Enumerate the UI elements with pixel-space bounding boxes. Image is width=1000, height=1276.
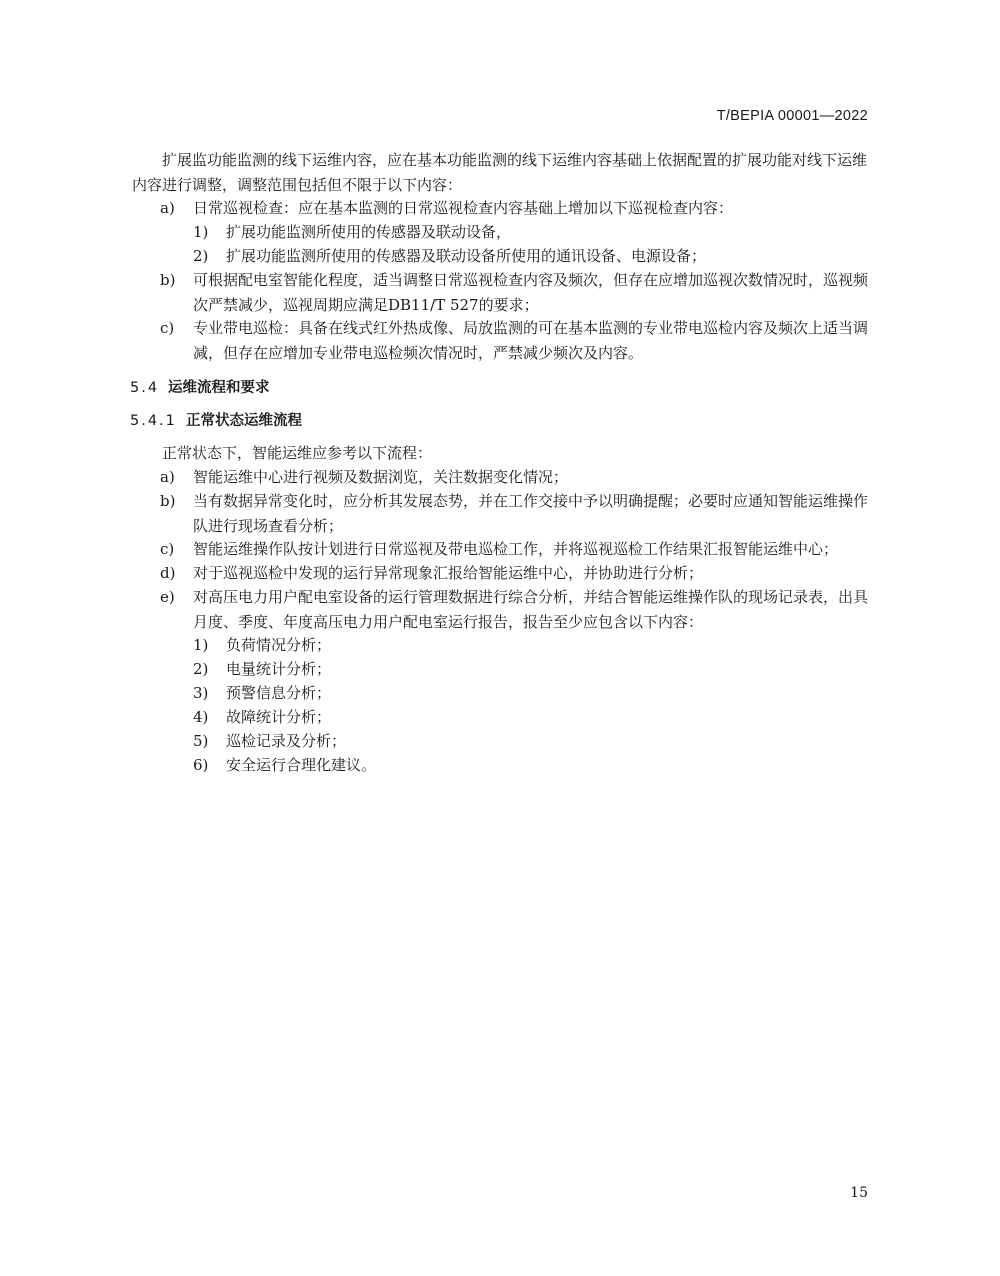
intro-paragraph: 扩展监功能监测的线下运维内容，应在基本功能监测的线下运维内容基础上依据配置的扩展功能对线下运维内容进行调整，调整范围包括但不限于以下内容： [132, 151, 868, 194]
section-heading-5-4 [130, 376, 270, 397]
list-item-text: 对于巡视巡检中发现的运行异常现象汇报给智能运维中心，并协助进行分析； [193, 564, 704, 582]
list-item-text: 日常巡视检查：应在基本监测的日常巡视检查内容基础上增加以下巡视检查内容： [193, 199, 734, 217]
sub-list-item [193, 633, 870, 658]
list-marker: 2) [193, 247, 209, 265]
list-marker: 1) [193, 223, 209, 241]
list-item-text: 预警信息分析； [226, 684, 332, 702]
list-marker: b) [160, 271, 176, 289]
section-title: 正常状态运维流程 [186, 413, 302, 429]
list-item-text: 智能运维中心进行视频及数据浏览，关注数据变化情况； [193, 468, 569, 486]
list-marker: e) [160, 588, 175, 606]
list-marker: 6) [193, 756, 209, 774]
list-item-text: 故障统计分析； [226, 708, 332, 726]
sub-list-item [193, 244, 870, 269]
list-item [160, 585, 870, 634]
list-marker: a) [160, 199, 175, 217]
list-marker: d) [160, 564, 176, 582]
sub-list-item [193, 657, 870, 682]
list-marker: c) [160, 319, 175, 337]
section-number: 5.4 [130, 380, 160, 396]
list-marker: 5) [193, 732, 209, 750]
list-marker: 4) [193, 708, 209, 726]
list-item-text: 巡检记录及分析； [226, 732, 347, 750]
section-heading-5-4-1 [130, 409, 302, 430]
sub-list-item [193, 729, 870, 754]
page-number: 15 [850, 1185, 868, 1201]
sub-list-item [193, 681, 870, 706]
list-item-text: 可根据配电室智能化程度，适当调整日常巡视检查内容及频次，但存在应增加巡视次数情况时，巡视频次严禁减少，巡视周期应满足DB11/T 527的要求； [193, 271, 869, 314]
section-number: 5.4.1 [130, 413, 177, 429]
list-item [160, 268, 870, 317]
list-marker: 2) [193, 660, 209, 678]
list-item [160, 316, 870, 365]
list-item [160, 561, 870, 586]
list-marker: 3) [193, 684, 209, 702]
list-item [160, 196, 870, 221]
sub-list-item [193, 220, 870, 245]
sub-list-item [193, 705, 870, 730]
list-item [160, 537, 870, 562]
list-marker: b) [160, 492, 176, 510]
list-item [160, 489, 870, 538]
list-item-text: 专业带电巡检：具备在线式红外热成像、局放监测的可在基本监测的专业带电巡检内容及频次上适当调减，但存在应增加专业带电巡检频次情况时，严禁减少频次及内容。 [193, 319, 869, 362]
list-marker: a) [160, 468, 175, 486]
list-item-text: 安全运行合理化建议。 [226, 756, 377, 774]
list-marker: c) [160, 540, 175, 558]
list-item-text: 负荷情况分析； [226, 636, 332, 654]
list-item-text: 电量统计分析； [226, 660, 332, 678]
list-item [160, 465, 870, 490]
list-item-text: 当有数据异常变化时，应分析其发展态势，并在工作交接中予以明确提醒；必要时应通知智能运维操作队进行现场查看分析； [193, 492, 869, 535]
list-item-text: 扩展功能监测所使用的传感器及联动设备所使用的通讯设备、电源设备； [226, 247, 707, 265]
list-item-text: 对高压电力用户配电室设备的运行管理数据进行综合分析，并结合智能运维操作队的现场记录表，出具月度、季度、年度高压电力用户配电室运行报告，报告至少应包含以下内容： [193, 588, 869, 631]
sub-list-item [193, 753, 870, 778]
list-marker: 1) [193, 636, 209, 654]
list-item-text: 智能运维操作队按计划进行日常巡视及带电巡检工作，并将巡视巡检工作结果汇报智能运维中心； [193, 540, 839, 558]
section-paragraph: 正常状态下，智能运维应参考以下流程： [162, 444, 433, 462]
section-title: 运维流程和要求 [168, 380, 270, 396]
list-item-text: 扩展功能监测所使用的传感器及联动设备， [226, 223, 512, 241]
document-code: T/BEPIA 00001—2022 [716, 108, 868, 124]
